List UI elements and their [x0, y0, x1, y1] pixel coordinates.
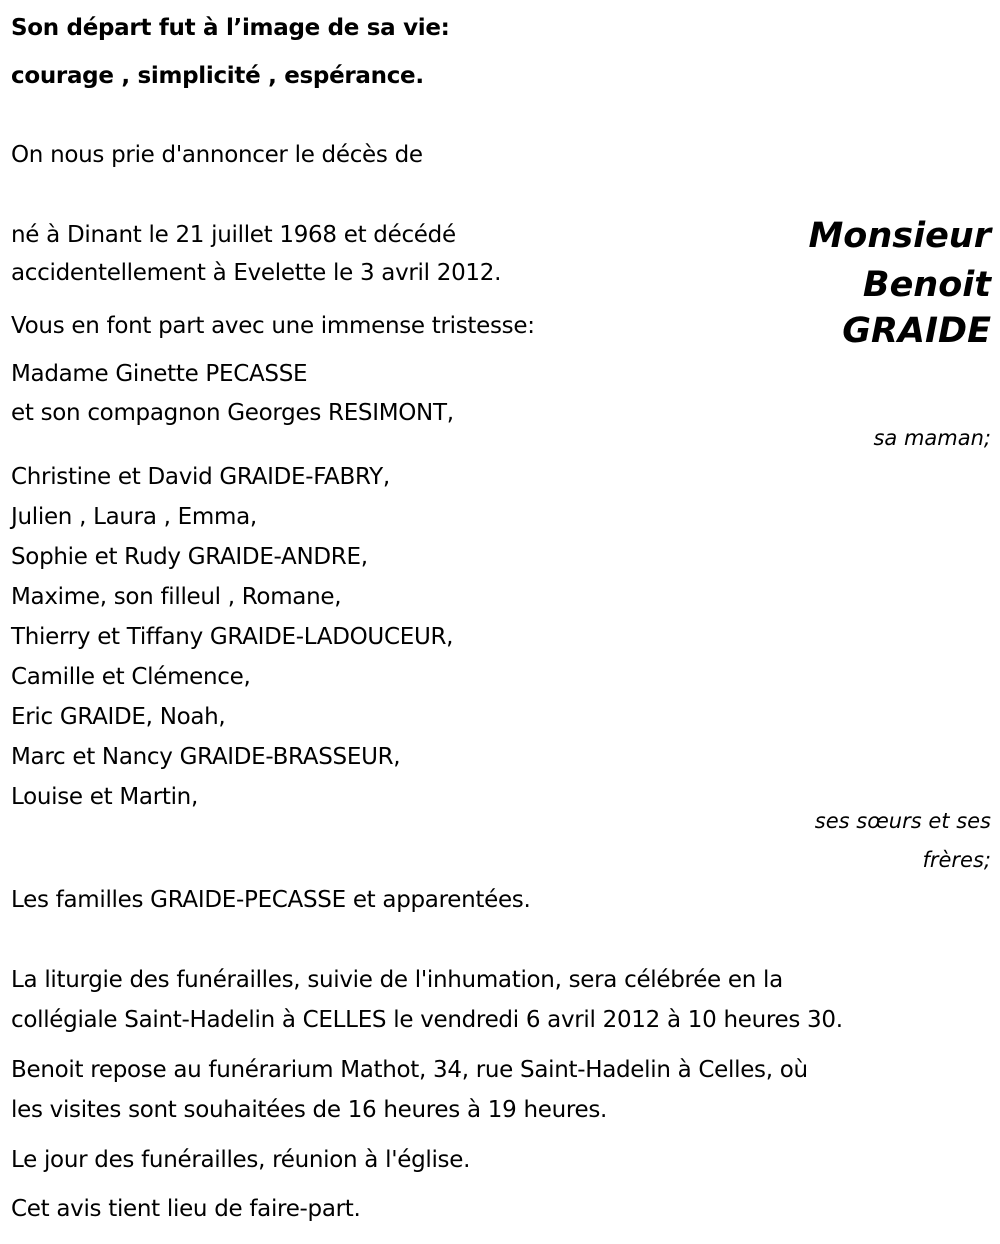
deceased-title: Monsieur [808, 216, 991, 256]
sibling-line: Camille et Clémence, [11, 664, 251, 690]
visits-line-1: Benoit repose au funérarium Mathot, 34, rue Saint-Hadelin à Celles, où [11, 1057, 808, 1083]
mother-relation: sa maman; [873, 426, 991, 450]
visits-line-2: les visites sont souhaitées de 16 heures à 19 heures. [11, 1097, 608, 1123]
deceased-first-name: Benoit [862, 265, 991, 305]
meeting-text: Le jour des funérailles, réunion à l'église. [11, 1147, 471, 1173]
sibling-line: Marc et Nancy GRAIDE-BRASSEUR, [11, 744, 401, 770]
sibling-line: Julien , Laura , Emma, [11, 504, 257, 530]
sibling-line: Christine et David GRAIDE-FABRY, [11, 464, 390, 490]
heading-line-1: Son départ fut à l’image de sa vie: [11, 15, 450, 41]
sibling-line: Eric GRAIDE, Noah, [11, 704, 226, 730]
birth-death-line-1: né à Dinant le 21 juillet 1968 et décédé [11, 222, 456, 248]
families-text: Les familles GRAIDE-PECASSE et apparentées. [11, 887, 531, 913]
intro-text: On nous prie d'annoncer le décès de [11, 142, 423, 168]
birth-death-line-2: accidentellement à Evelette le 3 avril 2012. [11, 260, 502, 286]
siblings-relation-line-2: frères; [922, 848, 991, 872]
closing-text: Cet avis tient lieu de faire-part. [11, 1196, 361, 1222]
funeral-line-2: collégiale Saint-Hadelin à CELLES le vendredi 6 avril 2012 à 10 heures 30. [11, 1007, 843, 1033]
mother-line-2: et son compagnon Georges RESIMONT, [11, 400, 454, 426]
sibling-line: Louise et Martin, [11, 784, 198, 810]
deceased-last-name: GRAIDE [842, 311, 991, 351]
mother-line-1: Madame Ginette PECASSE [11, 361, 308, 387]
funeral-line-1: La liturgie des funérailles, suivie de l'inhumation, sera célébrée en la [11, 967, 783, 993]
announce-text: Vous en font part avec une immense tristesse: [11, 313, 535, 339]
sibling-line: Sophie et Rudy GRAIDE-ANDRE, [11, 544, 368, 570]
heading-line-2: courage , simplicité , espérance. [11, 63, 424, 89]
sibling-line: Maxime, son filleul , Romane, [11, 584, 342, 610]
siblings-relation-line-1: ses sœurs et ses [814, 809, 991, 833]
sibling-line: Thierry et Tiffany GRAIDE-LADOUCEUR, [11, 624, 454, 650]
